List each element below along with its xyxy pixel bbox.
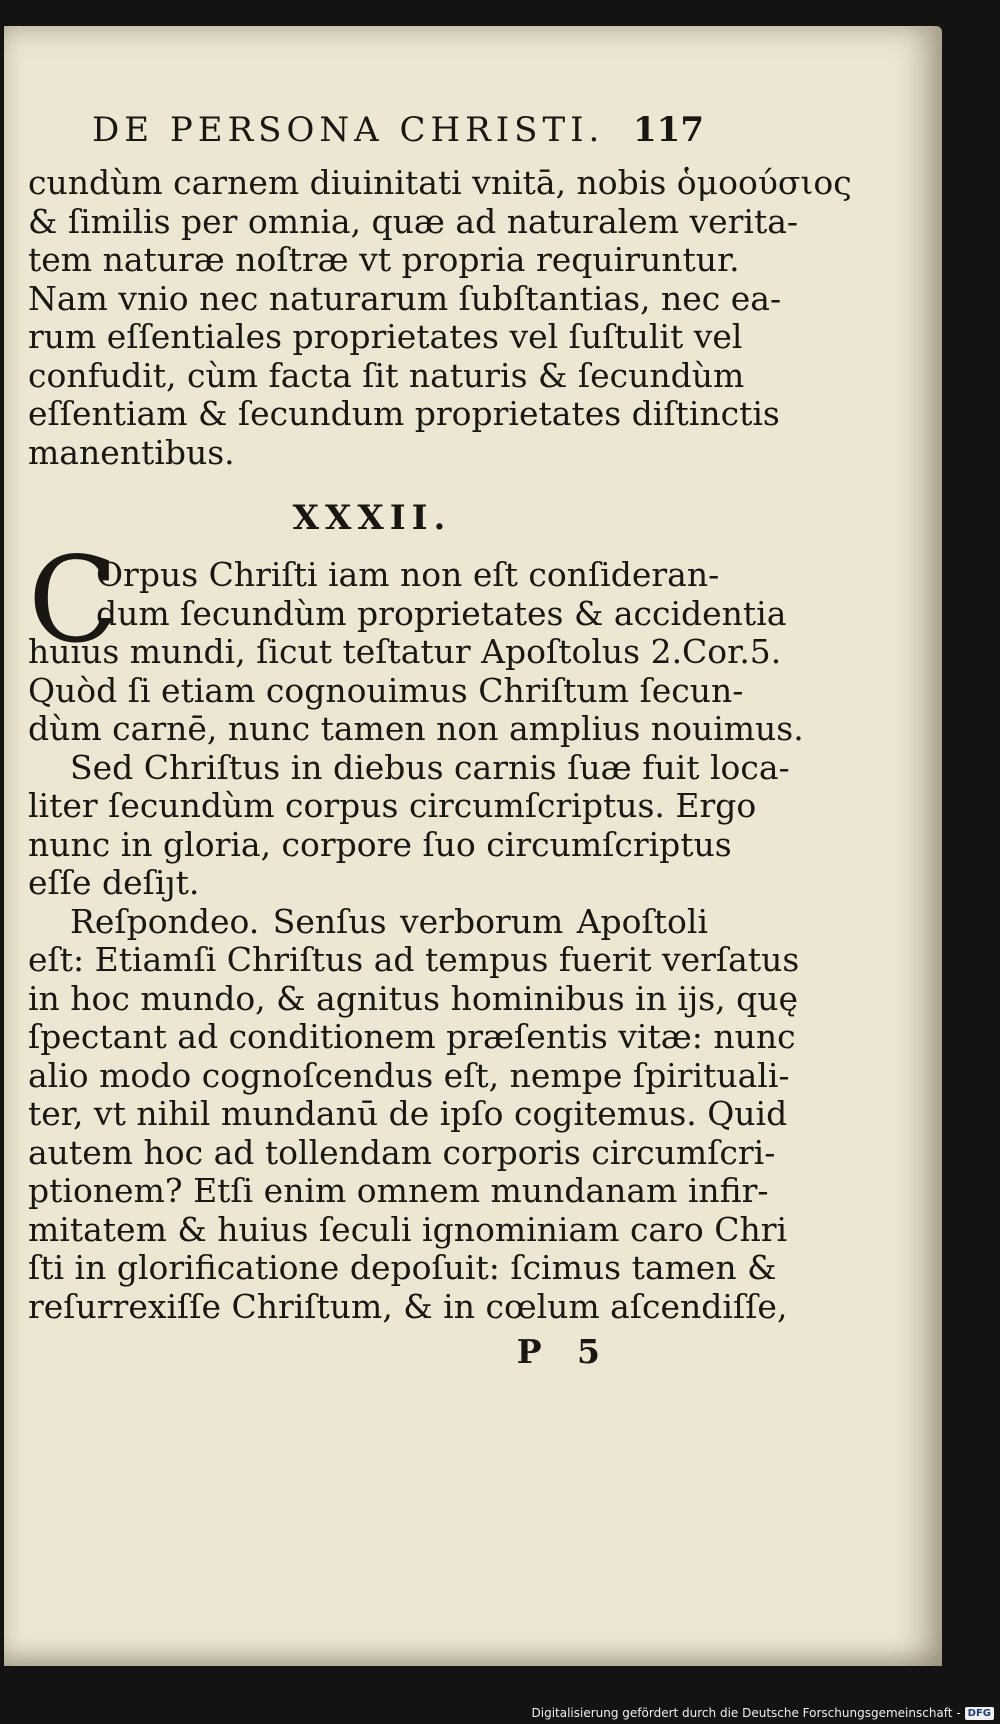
text-line: Nam vnio nec naturarum ſubſtantias, nec ea- [28, 278, 782, 318]
paragraph-2 [28, 531, 804, 749]
text-line: Orpus Chriſti iam non eſt conſideran- [96, 555, 720, 594]
credit-text: Digitalisierung gefördert durch die Deutsche Forschungsgemeinschaft - [531, 1706, 961, 1720]
text-line: eſſentiam & ſecundum proprietates diſtinctis [28, 394, 780, 433]
text-line: mitatem & huius ſeculi ignominiam caro Chri [28, 1209, 788, 1249]
text-line: autem hoc ad tollendam corporis circumſcri- [28, 1132, 776, 1172]
text-line: ter, vt nihil mundanū de ipſo cogitemus. Quid [28, 1094, 788, 1133]
catchword-signature: P 5 [516, 1332, 612, 1371]
text-line: in hoc mundo, & agnitus hominibus in ijs, quę [28, 978, 799, 1018]
text-line: ſpectant ad conditionem præſentis vitæ: nunc [28, 1017, 796, 1056]
text-line: manentibus. [28, 432, 235, 472]
text-line: dùm carnē, nunc tamen non amplius nouimus. [28, 709, 804, 748]
text-line: Sed Chriſtus in diebus carnis ſuæ fuit loca- [70, 747, 790, 787]
section-number: XXXII. [292, 498, 452, 538]
text-line: Reſpondeo. Senſus verborum Apoſtoli [70, 901, 708, 941]
text-line: ptionem? Etſi enim omnem mundanam infir- [28, 1171, 769, 1210]
paragraph-1 [28, 163, 852, 472]
paragraph-3 [28, 747, 790, 903]
running-header [28, 110, 708, 150]
text-line: & ſimilis per omnia, quæ ad naturalem verita- [28, 201, 799, 241]
text-line: rum eſſentiales proprietates vel ſuſtulit vel [28, 317, 743, 356]
text-line: nunc in gloria, corpore ſuo circumſcriptus [28, 824, 732, 864]
paragraph-4 [28, 901, 800, 1327]
text-line: Quòd ſi etiam cognouimus Chriſtum ſecun- [28, 670, 744, 710]
text-line: eſſe deſiȷt. [28, 863, 200, 902]
page-number: 117 [633, 110, 704, 150]
drop-capital: C [28, 531, 119, 669]
text-line: confudit, cùm facta ſit naturis & ſecundùm [28, 355, 745, 395]
text-line: eſt: Etiamſi Chriſtus ad tempus fuerit verſatus [28, 940, 800, 979]
text-line: liter ſecundùm corpus circumſcriptus. Ergo [28, 786, 757, 825]
text-line: reſurrexiſſe Chriſtum, & in cœlum aſcendiſſe, [28, 1286, 788, 1326]
text-line: dum ſecundùm proprietates & accidentia [96, 593, 787, 633]
text-line: cundùm carnem diuinitati vnitā, nobis ὁμοούσιος [28, 163, 852, 202]
text-line: huius mundi, ſicut teſtatur Apoſtolus 2.Cor.5. [28, 632, 782, 671]
dfg-logo: DFG [965, 1707, 994, 1720]
digitization-credit [532, 1706, 995, 1720]
text-line: tem naturæ noſtræ vt propria requiruntur. [28, 240, 740, 279]
text-line: ſti in glorificatione depoſuit: ſcimus tamen & [28, 1248, 777, 1287]
text-line: alio modo cognoſcendus eſt, nempe ſpirituali- [28, 1055, 790, 1095]
page-text-block [28, 110, 852, 1371]
running-title: DE PERSONA CHRISTI. [92, 110, 605, 150]
book-page [4, 26, 942, 1666]
